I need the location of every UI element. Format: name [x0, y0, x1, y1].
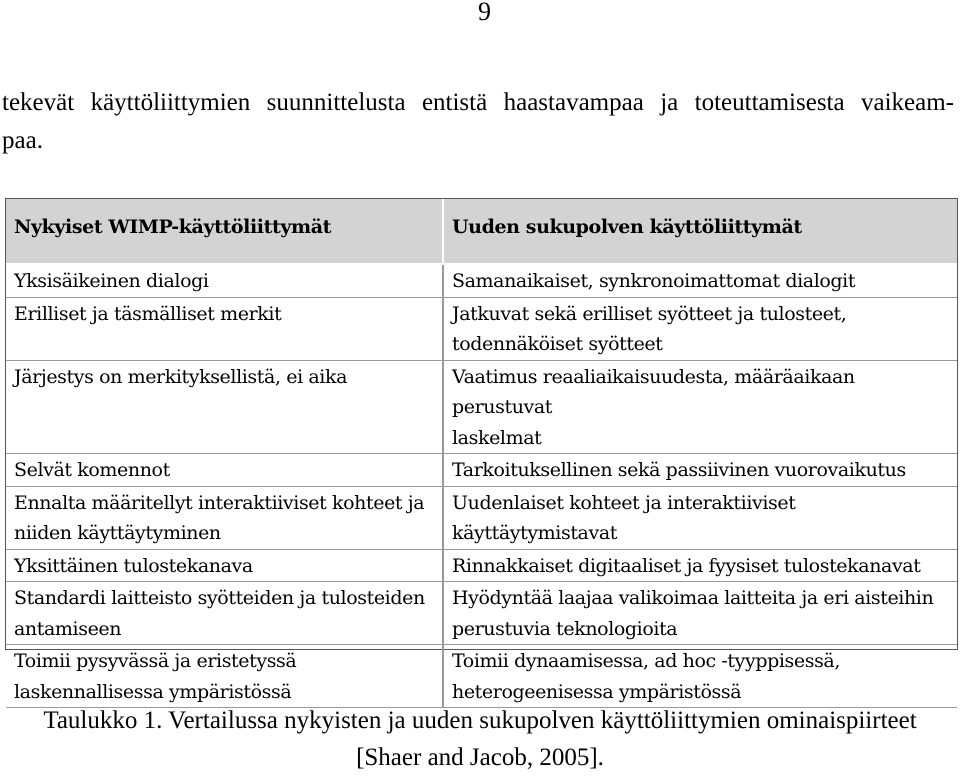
table-cell-next-gen	[443, 297, 957, 360]
cell-line: Ennalta määritellyt interaktiiviset kohteet ja	[14, 491, 425, 514]
table-cell-next-gen	[443, 264, 957, 297]
table-row	[6, 264, 957, 297]
cell-line: Selvät komennot	[14, 459, 170, 481]
paragraph-line-2: paa.	[2, 127, 43, 154]
body-paragraph	[2, 84, 954, 160]
table-cell-next-gen	[443, 454, 957, 487]
cell-line: Standardi laitteisto syötteiden ja tulosteiden	[14, 587, 425, 609]
cell-line: Jatkuvat sekä erilliset syötteet ja tulosteet,	[452, 302, 847, 325]
cell-line: käyttäytymistavat	[452, 522, 617, 544]
cell-line: Uudenlaiset kohteet ja interaktiiviset	[452, 491, 796, 514]
cell-line: Järjestys on merkityksellistä, ei aika	[14, 365, 348, 388]
cell-line: Toimii pysyvässä ja eristetyssä	[14, 650, 297, 672]
table-cell-current	[6, 264, 443, 297]
cell-line: laskennallisessa ympäristössä	[14, 680, 292, 703]
cell-line: laskelmat	[452, 426, 542, 449]
paragraph-line-1: tekevät käyttöliittymien suunnittelusta entistä haastavampaa ja toteuttamisesta vaikeam-	[2, 89, 954, 116]
caption-line-2: [Shaer and Jacob, 2005].	[356, 744, 604, 771]
cell-line: Hyödyntää laajaa valikoimaa laitteita ja eri aisteihin	[452, 587, 934, 609]
table-cell-current	[6, 360, 443, 454]
table-cell-next-gen	[443, 582, 957, 645]
table-header-row	[6, 199, 957, 264]
cell-line: todennäköiset syötteet	[452, 333, 663, 355]
cell-line: Samanaikaiset, synkronoimattomat dialogit	[452, 270, 856, 292]
cell-line: antamiseen	[14, 617, 122, 640]
table-cell-next-gen	[443, 360, 957, 454]
cell-line: Rinnakkaiset digitaaliset ja fyysiset tulostekanavat	[452, 554, 921, 577]
table-row	[6, 645, 957, 708]
table-row	[6, 582, 957, 645]
table-row	[6, 360, 957, 454]
cell-line: Toimii dynaamisessa, ad hoc -tyyppisessä,	[452, 650, 840, 672]
table-cell-current	[6, 549, 443, 582]
table-row	[6, 486, 957, 549]
table-header-current: Nykyiset WIMP-käyttöliittymät	[6, 199, 443, 264]
table-body	[6, 264, 957, 708]
page-number: 9	[478, 0, 491, 26]
table-cell-next-gen	[443, 645, 957, 708]
table-cell-current	[6, 486, 443, 549]
table-cell-next-gen	[443, 486, 957, 549]
table-caption	[0, 702, 960, 776]
cell-line: Tarkoituksellinen sekä passiivinen vuorovaikutus	[452, 459, 906, 481]
cell-line: heterogeenisessa ympäristössä	[452, 680, 742, 703]
comparison-table-figure	[5, 198, 958, 703]
table-cell-current	[6, 582, 443, 645]
cell-line: Yksittäinen tulostekanava	[14, 554, 253, 577]
cell-line: Vaatimus reaaliaikaisuudesta, määräaikaan perustuvat	[452, 365, 855, 418]
table-cell-current	[6, 454, 443, 487]
table-header-next-gen: Uuden sukupolven käyttöliittymät	[443, 199, 957, 264]
caption-line-1: Taulukko 1. Vertailussa nykyisten ja uuden sukupolven käyttöliittymien ominaispiirteet	[43, 707, 917, 734]
cell-line: Yksisäikeinen dialogi	[14, 270, 209, 292]
cell-line: niiden käyttäytyminen	[14, 522, 221, 544]
table-row	[6, 549, 957, 582]
table-cell-current	[6, 297, 443, 360]
table-cell-current	[6, 645, 443, 708]
table-row	[6, 297, 957, 360]
cell-line: perustuvia teknologioita	[452, 617, 678, 640]
cell-line: Erilliset ja täsmälliset merkit	[14, 302, 282, 325]
table-cell-next-gen	[443, 549, 957, 582]
comparison-table	[6, 199, 957, 708]
table-row	[6, 454, 957, 487]
